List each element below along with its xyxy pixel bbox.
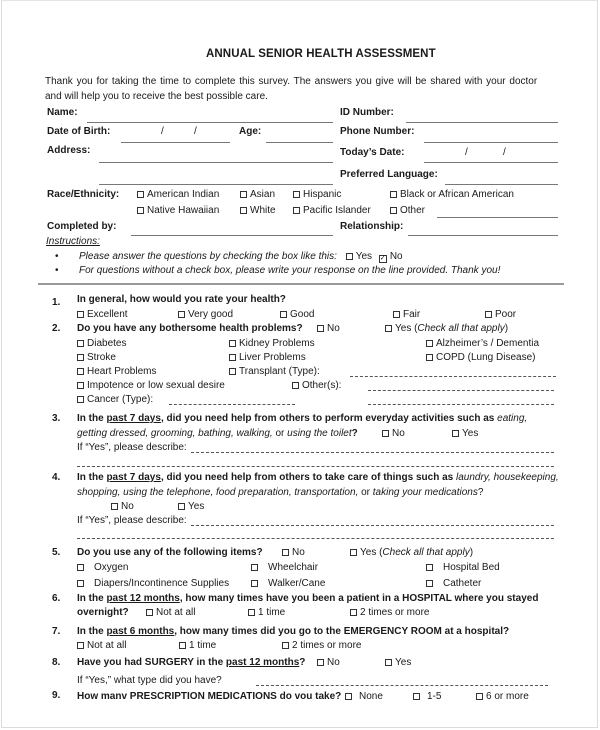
address-label: Address: (47, 145, 91, 156)
q4-number: 4. (52, 472, 61, 483)
q9-option-1-5[interactable]: 1-5 (413, 691, 441, 703)
q2-text: Do you have any bothersome health problems? (77, 323, 303, 334)
q2-option-kidney[interactable]: Kidney Problems (229, 338, 315, 350)
q1-text: In general, how would you rate your health? (77, 294, 286, 305)
race-option-white[interactable]: White (240, 205, 276, 217)
q1-option-poor[interactable]: Poor (485, 309, 516, 321)
q5-option-yes[interactable]: Yes (Check all that apply) (350, 547, 473, 559)
q6-option-1-time[interactable]: 1 time (248, 607, 285, 619)
checkbox-icon (452, 430, 459, 437)
checkbox-icon (229, 368, 236, 375)
checkbox-icon (280, 311, 287, 318)
instructions-heading: Instructions: (46, 236, 100, 247)
dob-field[interactable] (121, 142, 230, 143)
example-empty-checkbox-icon (346, 253, 353, 260)
checkbox-icon (77, 580, 84, 587)
race-label: Race/Ethnicity: (47, 189, 120, 200)
checkbox-icon (413, 693, 420, 700)
checkbox-icon (485, 311, 492, 318)
example-checked-checkbox-icon: ✓ (379, 255, 386, 262)
checkbox-icon (248, 609, 255, 616)
q5-option-hospital-bed[interactable]: Hospital Bed (426, 562, 500, 574)
checkbox-icon (426, 340, 433, 347)
preferred-language-field[interactable] (445, 184, 558, 185)
checkbox-icon (393, 311, 400, 318)
checkbox-icon (77, 382, 84, 389)
q1-option-very-good[interactable]: Very good (178, 309, 233, 321)
race-option-other[interactable]: Other (390, 205, 425, 217)
checkbox-icon (178, 503, 185, 510)
checkbox-icon (178, 311, 185, 318)
address-field-line2[interactable] (99, 184, 333, 185)
preferred-language-label: Preferred Language: (340, 169, 438, 180)
intro-text-line1: Thank you for taking the time to complete this survey. The answers you give will be shared with your doctor (45, 76, 538, 87)
q3-option-no[interactable]: No (382, 428, 405, 440)
checkbox-icon (390, 207, 397, 214)
race-option-black[interactable]: Black or African American (390, 189, 514, 201)
checkbox-icon (77, 564, 84, 571)
q3-number: 3. (52, 413, 61, 424)
q7-option-2-or-more[interactable]: 2 times or more (282, 640, 361, 652)
checkbox-icon (77, 642, 84, 649)
q2-cancer-field[interactable] (169, 404, 295, 405)
q7-text: In the past 6 months, how many times did you go to the EMERGENCY ROOM at a hospital? (77, 626, 510, 637)
checkbox-icon (251, 564, 258, 571)
name-field[interactable] (87, 122, 333, 123)
q4-option-yes[interactable]: Yes (178, 501, 204, 513)
checkbox-icon (317, 659, 324, 666)
checkbox-icon (137, 191, 144, 198)
q1-option-fair[interactable]: Fair (393, 309, 420, 321)
q7-number: 7. (52, 626, 61, 637)
q4-describe-field[interactable] (191, 525, 554, 526)
q5-text: Do you use any of the following items? (77, 547, 263, 558)
checkbox-icon (293, 191, 300, 198)
checkbox-icon (77, 340, 84, 347)
q3-describe-field[interactable] (191, 452, 554, 453)
q5-option-diapers[interactable]: Diapers/Incontinence Supplies (77, 578, 229, 590)
q9-text: How manv PRESCRIPTION MEDICATIONS do vou take? (77, 691, 342, 702)
q2-option-liver[interactable]: Liver Problems (229, 352, 306, 364)
q9-number: 9. (52, 690, 61, 701)
checkbox-icon (382, 430, 389, 437)
q3-text-line1: In the past 7 days, did you need help from others to perform everyday activities such as eating, (77, 413, 528, 424)
q6-option-2-or-more[interactable]: 2 times or more (350, 607, 429, 619)
checkbox-icon (385, 325, 392, 332)
id-number-field[interactable] (406, 122, 558, 123)
q8-number: 8. (52, 657, 61, 668)
checkbox-icon (77, 368, 84, 375)
race-option-american-indian[interactable]: American Indian (137, 189, 219, 201)
date-slash-2: / (503, 147, 506, 158)
checkbox-icon (179, 642, 186, 649)
q3-option-yes[interactable]: Yes (452, 428, 478, 440)
q2-others-field-2[interactable] (368, 404, 554, 405)
checkbox-icon (282, 549, 289, 556)
section-divider (38, 283, 564, 285)
q4-text-line1: In the past 7 days, did you need help from others to take care of things such as laundry, housekeeping, (77, 472, 559, 483)
dob-label: Date of Birth: (47, 126, 111, 137)
q9-option-none[interactable]: None (345, 691, 383, 703)
q6-text-line1: In the past 12 months, how many times have you been a patient in a HOSPITAL where you stayed (77, 593, 539, 604)
q2-option-transplant[interactable]: Transplant (Type): (229, 366, 320, 378)
q1-option-good[interactable]: Good (280, 309, 314, 321)
phone-field[interactable] (424, 142, 558, 143)
checkbox-icon (77, 354, 84, 361)
checkbox-icon (229, 354, 236, 361)
q9-option-6-or-more[interactable]: 6 or more (476, 691, 529, 703)
checkbox-icon (293, 207, 300, 214)
q5-option-no[interactable]: No (282, 547, 305, 559)
id-number-label: ID Number: (340, 107, 394, 118)
q8-followup-label: If “Yes,” what type did you have? (77, 675, 222, 686)
q3-text-line2: getting dressed, grooming, bathing, walking, or using the toilet? (77, 428, 358, 439)
relationship-field[interactable] (408, 235, 558, 236)
checkbox-icon (350, 549, 357, 556)
bullet-icon: • (55, 251, 59, 262)
q1-option-excellent[interactable]: Excellent (77, 309, 128, 321)
q7-option-not-at-all[interactable]: Not at all (77, 640, 126, 652)
checkbox-icon (350, 609, 357, 616)
phone-label: Phone Number: (340, 126, 415, 137)
q8-option-yes[interactable]: Yes (385, 657, 411, 669)
q8-option-no[interactable]: No (317, 657, 340, 669)
date-slash-1: / (465, 147, 468, 158)
checkbox-icon (282, 642, 289, 649)
checkbox-icon (292, 382, 299, 389)
checkbox-icon (77, 311, 84, 318)
q2-option-copd[interactable]: COPD (Lung Disease) (426, 352, 535, 364)
q5-option-walker[interactable]: Walker/Cane (251, 578, 325, 590)
q7-option-1-time[interactable]: 1 time (179, 640, 216, 652)
q6-text-line2: overnight? (77, 607, 129, 618)
dob-slash-1: / (161, 126, 164, 137)
checkbox-icon (426, 564, 433, 571)
completed-by-field[interactable] (131, 235, 333, 236)
q3-describe-label: If “Yes”, please describe: (77, 442, 187, 453)
checkbox-icon (385, 659, 392, 666)
race-other-field[interactable] (437, 217, 558, 218)
form-title: ANNUAL SENIOR HEALTH ASSESSMENT (206, 48, 436, 60)
todays-date-label: Today’s Date: (340, 147, 405, 158)
checkbox-icon (426, 354, 433, 361)
q5-option-catheter[interactable]: Catheter (426, 578, 481, 590)
q2-option-heart[interactable]: Heart Problems (77, 366, 156, 378)
age-field[interactable] (266, 142, 333, 143)
checkbox-icon (345, 693, 352, 700)
name-label: Name: (47, 107, 78, 118)
q4-describe-label: If “Yes”, please describe: (77, 515, 187, 526)
q8-surgery-type-field[interactable] (256, 685, 548, 686)
q4-option-no[interactable]: No (111, 501, 134, 513)
checkbox-icon (426, 580, 433, 587)
race-option-native-hawaiian[interactable]: Native Hawaiian (137, 205, 219, 217)
instruction-bullet-2: For questions without a check box, please write your response on the line provided. Thank you! (79, 265, 501, 276)
address-field-line1[interactable] (99, 162, 333, 163)
age-label: Age: (239, 126, 262, 137)
q6-option-not-at-all[interactable]: Not at all (146, 607, 195, 619)
q2-option-cancer[interactable]: Cancer (Type): (77, 394, 153, 406)
todays-date-field[interactable] (424, 162, 558, 163)
bullet-icon: • (55, 265, 59, 276)
q2-option-stroke[interactable]: Stroke (77, 352, 116, 364)
checkbox-icon (317, 325, 324, 332)
intro-text-line2: and will help you to receive the best possible care. (45, 91, 268, 102)
q4-text-line2: shopping, using the telephone, food preparation, transportation, or taking your medications? (77, 487, 484, 498)
q1-number: 1. (52, 297, 61, 308)
checkbox-icon (111, 503, 118, 510)
dob-slash-2: / (194, 126, 197, 137)
relationship-label: Relationship: (340, 221, 404, 232)
checkbox-icon (146, 609, 153, 616)
checkbox-icon (390, 191, 397, 198)
checkbox-icon (476, 693, 483, 700)
q8-text: Have you had SURGERY in the past 12 months? (77, 657, 306, 668)
checkbox-icon (251, 580, 258, 587)
q5-option-wheelchair[interactable]: Wheelchair (251, 562, 318, 574)
q2-option-alzheimers[interactable]: Alzheimer’s / Dementia (426, 338, 539, 350)
q2-option-yes[interactable]: Yes (Check all that apply) (385, 323, 508, 335)
instruction-bullet-1: Please answer the questions by checking the box like this: Yes ✓ No (79, 251, 403, 262)
race-option-pacific-islander[interactable]: Pacific Islander (293, 205, 371, 217)
q3-describe-field-2[interactable] (77, 466, 554, 467)
checkbox-icon (229, 340, 236, 347)
race-option-hispanic[interactable]: Hispanic (293, 189, 341, 201)
q2-option-no[interactable]: No (317, 323, 340, 335)
race-option-asian[interactable]: Asian (240, 189, 275, 201)
q2-transplant-field[interactable] (350, 376, 556, 377)
checkbox-icon (240, 191, 247, 198)
checkbox-icon (137, 207, 144, 214)
checkbox-icon (240, 207, 247, 214)
q2-number: 2. (52, 323, 61, 334)
q6-number: 6. (52, 593, 61, 604)
q5-option-oxygen[interactable]: Oxygen (77, 562, 128, 574)
q2-option-impotence[interactable]: Impotence or low sexual desire (77, 380, 225, 392)
q5-number: 5. (52, 547, 61, 558)
q2-option-others[interactable]: Other(s): (292, 380, 341, 392)
q2-option-diabetes[interactable]: Diabetes (77, 338, 126, 350)
q4-describe-field-2[interactable] (77, 538, 554, 539)
completed-by-label: Completed by: (47, 221, 117, 232)
checkbox-icon (77, 396, 84, 403)
q2-others-field[interactable] (368, 390, 554, 391)
